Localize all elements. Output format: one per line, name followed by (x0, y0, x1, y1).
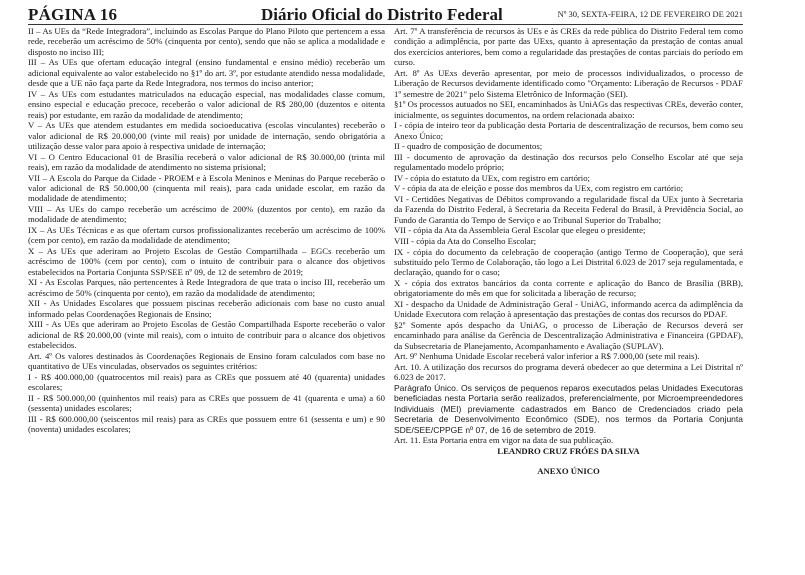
paragraph: Art. 11. Esta Portaria entra em vigor na data de sua publicação. (394, 435, 614, 446)
paragraph: IX – As UEs Técnicas e as que ofertam cursos profissionalizantes receberão um acréscimo de 100% (cem por cento), em razão da modalidade de atendimento; (28, 225, 385, 246)
paragraph: IV - cópia do estatuto da UEx, com registro em cartório; (394, 172, 590, 183)
paragraph: Art. 9º Nenhuma Unidade Escolar receberá valor inferior a R$ 7.000,00 (sete mil reais). (394, 351, 700, 362)
paragraph: VIII – As UEs do campo receberão um acréscimo de 200% (duzentos por cento), em razão da modalidade de atendimento; (28, 204, 385, 225)
page-header (28, 5, 743, 25)
right-column (394, 26, 743, 575)
paragraph: IX - cópia do documento da celebração de cooperação (antigo Termo de Cooperação), que será substituído pelo Termo de Colaboração, tão logo a Lei Distrital 6.023 de 2017 seja regulamentada, e declaração, quando for o caso; (394, 246, 743, 278)
paragraph: XI - As Escolas Parques, não pertencentes à Rede Integradora de que trata o inciso III, receberão um acréscimo de 50% (cinquenta por cento), em razão da modalidade de atendimento; (28, 277, 385, 298)
paragraph: Parágrafo Único. Os serviços de pequenos reparos executados pelas Unidades Executoras beneficiadas nesta Portaria serão realizados, preferencialmente, por Microempreendedores Individuais (MEI) previamente cadastrados em Banco de Credenciados criado pela Secretaria de Desenvolvimento Econômico (SDE), nos termos da Portaria Conjunta SDE/SEE/CPPGE nº 07, de 16 de setembro de 2019. (394, 383, 743, 435)
paragraph: §1º Os processos autuados no SEI, encaminhados às UniAGs das respectivas CREs, deverão conter, inicialmente, os seguintes documentos, na ordem relacionada abaixo: (394, 99, 743, 120)
left-column (28, 26, 385, 575)
paragraph: Art. 10. A utilização dos recursos do programa deverá obedecer ao que determina a Lei Distrital nº 6.023 de 2017. (394, 362, 743, 383)
paragraph: V - cópia da ata de eleição e posse dos membros da UEx, com registro em cartório; (394, 183, 684, 194)
paragraph: I - R$ 400.000,00 (quatrocentos mil reais) para as CREs que possuem até 40 (quarenta) unidades escolares; (28, 371, 385, 393)
paragraph: VI - Certidões Negativas de Débitos comprovando a regularidade fiscal da UEx junto à Secretaria da Fazenda do Distrito Federal, à Secretaria da Receita Federal do Brasil, à Previdência Social, ao Fundo de Garantia do Tempo de Serviço e ao Tribunal Superior do Trabalho; (394, 194, 743, 225)
paragraph: §2º Somente após despacho da UniAG, o processo de Liberação de Recursos deverá ser encaminhado para análise da Gerência de Descentralização Administrativa e Financeira (GPDAF), da Subsecretaria de Planejamento, Acompanhamento e Avaliação (SUPLAV). (394, 320, 743, 351)
annex-title: ANEXO ÚNICO (537, 466, 600, 477)
paragraph: II – As UEs da “Rede Integradora”, incluindo as Escolas Parque do Plano Piloto que pertencem a essa rede, receberão um acréscimo de 50% (cinquenta por cento), sendo que não se aplica a modalidade e disposto no inciso III; (28, 26, 385, 57)
page-number: PÁGINA 16 (28, 5, 118, 24)
paragraph: Art. 8º As UExs deverão apresentar, por meio de processos individualizados, o processo de Liberação de Recursos devidamente identificado como "Orçamento: Liberação de Recursos - PDAF 1º semestre de 2021" pelo Sistema Eletrônico de Informação (SEI). (394, 67, 743, 99)
paragraph: X – As UEs que aderiram ao Projeto Escolas de Gestão Compartilhada – EGCs receberão um acréscimo de 100% (cem por cento), com o intuito de contribuir para o alcance dos objetivos estabelecidos na Portaria Conjunta SSP/SEE nº 09, de 12 de setembro de 2019; (28, 246, 385, 277)
issue-info: Nº 30, SEXTA-FEIRA, 12 DE FEVEREIRO DE 2021 (557, 9, 743, 19)
publication-title: Diário Oficial do Distrito Federal (261, 5, 503, 24)
paragraph: XI - despacho da Unidade de Administração Geral - UniAG, informando acerca da adimplência da Unidade Executora com relação à apresentação das prestações de contas dos recursos do PDAF. (394, 299, 743, 320)
paragraph: Art. 4º Os valores destinados às Coordenações Regionais de Ensino foram calculados com base no quantitativo de UEs vinculadas, observados os seguintes critérios: (28, 350, 385, 372)
paragraph: I - cópia de inteiro teor da publicação desta Portaria de descentralização de recursos, bem como seu Anexo Único; (394, 120, 743, 141)
paragraph: XII - As Unidades Escolares que possuem piscinas receberão adicionais com base no custo anual informado pelas Coordenações Regionais de Ensino; (28, 298, 385, 319)
paragraph: VII - cópia da Ata da Assembleia Geral Escolar que elegeu o presidente; (394, 225, 646, 236)
paragraph: VIII - cópia da Ata do Conselho Escolar; (394, 236, 537, 246)
paragraph: III – As UEs que ofertam educação integral (ensino fundamental e ensino médio) receberão um adicional equivalente ao valor estabelecido no §1º do art. 3º, por estudante atendido nessa modalidade, desde que a UE não faça parte da Rede Integradora, nos termos do inciso anterior; (28, 57, 385, 89)
paragraph: III - documento de aprovação da destinação dos recursos pelo Conselho Escolar até que seja regulamentado modelo próprio; (394, 151, 743, 173)
paragraph: VII – A Escola do Parque da Cidade - PROEM e à Escola Meninos e Meninas do Parque receberão o valor adicional de R$ 50.000,00 (cinquenta mil reais), para cada unidade escolar, em razão da modalidade de atendimento; (28, 172, 385, 204)
paragraph: III - R$ 600.000,00 (seiscentos mil reais) para as CREs que possuem entre 61 (sessenta e um) e 90 (noventa) unidades escolares; (28, 413, 385, 435)
paragraph: Art. 7º A transferência de recursos às UEs e às CREs da rede pública do Distrito Federal tem como condição a adimplência, por parte das UExs, quanto à apresentação da prestação de contas anual dos exercícios anteriores, bem como a regularidade das prestações de contas parciais do período em curso. (394, 26, 743, 68)
paragraph: XIII - As UEs que aderiram ao Projeto Escolas de Gestão Compartilhada Esporte receberão o valor adicional de R$ 20.000,00 (vinte mil reais), com o intuito de contribuir para o alcance dos objetivos estabelecidos. (28, 319, 385, 351)
paragraph: II - R$ 500.000,00 (quinhentos mil reais) para as CREs que possuem de 41 (quarenta e uma) a 60 (sessenta) unidades escolares; (28, 392, 385, 414)
signature: LEANDRO CRUZ FRÓES DA SILVA (497, 445, 640, 456)
paragraph: IV – As UEs com estudantes matriculados na educação especial, nas modalidades classe comum, ensino especial e educação precoce, receberão o valor adicional de R$ 280,00 (duzentos e oitenta reais) por estudante, em razão da modalidade de atendimento; (28, 88, 385, 120)
paragraph: VI – O Centro Educacional 01 de Brasília receberá o valor adicional de R$ 30.000,00 (trinta mil reais), em razão da modalidade de atendimento no sistema prisional; (28, 151, 385, 173)
header-rule (28, 24, 743, 25)
paragraph: X - cópia dos extratos bancários da conta corrente e aplicação do Banco de Brasília (BRB), obrigatoriamente do mês em que for solicitada a liberação de recurso; (394, 278, 743, 299)
paragraph: V – As UEs que atendem estudantes em medida socioeducativa (escolas vinculantes) receberão o valor adicional de R$ 20.000,00 (vinte mil reais) por unidade de internação, sendo obrigatória a utilização desse valor para apoio à respectiva unidade de internação; (28, 120, 385, 152)
paragraph: II - quadro de composição de documentos; (394, 141, 543, 152)
